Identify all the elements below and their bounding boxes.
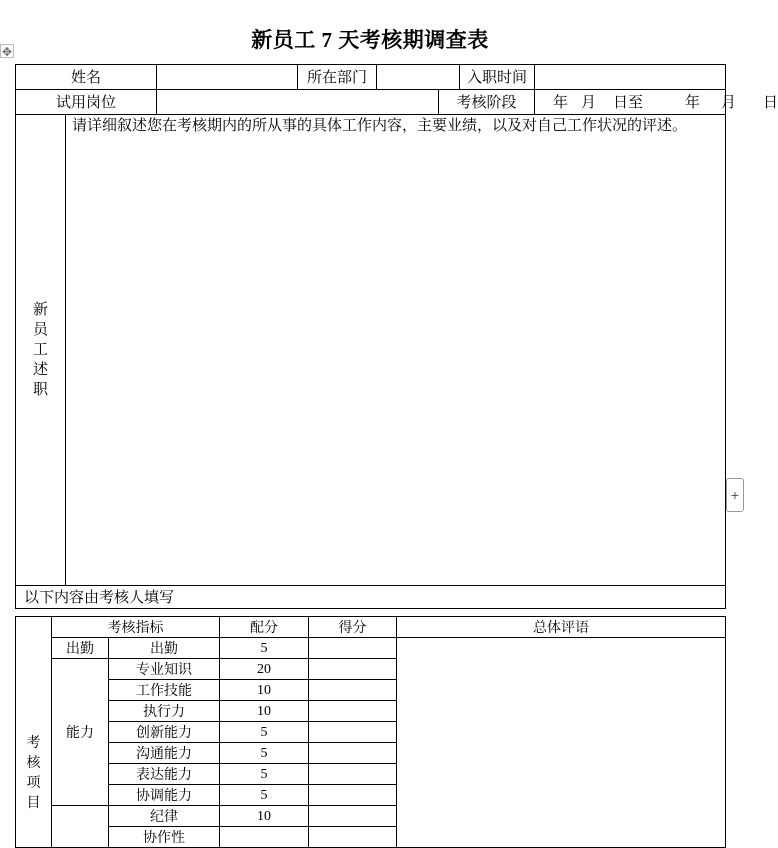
score-field[interactable] bbox=[309, 806, 397, 827]
group-attendance: 出勤 bbox=[52, 638, 109, 659]
item-weight: 20 bbox=[220, 659, 309, 680]
score-field[interactable] bbox=[309, 722, 397, 743]
item-name: 执行力 bbox=[109, 701, 220, 722]
item-name: 专业知识 bbox=[109, 659, 220, 680]
item-weight: 10 bbox=[220, 806, 309, 827]
score-field[interactable] bbox=[309, 743, 397, 764]
weight-header: 配分 bbox=[220, 617, 309, 638]
group-attitude bbox=[52, 806, 109, 848]
item-name: 工作技能 bbox=[109, 680, 220, 701]
self-statement-area[interactable] bbox=[66, 115, 726, 586]
name-label: 姓名 bbox=[16, 65, 157, 90]
item-weight bbox=[220, 827, 309, 848]
page-title: 新员工 7 天考核期调查表 bbox=[251, 28, 489, 52]
table-move-handle-icon[interactable]: ✥ bbox=[1, 45, 13, 59]
self-statement-side-label: 新 员 工 述 职 bbox=[16, 115, 66, 586]
item-name: 纪律 bbox=[109, 806, 220, 827]
item-name: 沟通能力 bbox=[109, 743, 220, 764]
overall-comment-field[interactable] bbox=[397, 638, 726, 848]
add-row-icon[interactable]: + bbox=[726, 478, 744, 512]
score-field[interactable] bbox=[309, 827, 397, 848]
item-name: 协调能力 bbox=[109, 785, 220, 806]
item-weight: 5 bbox=[220, 743, 309, 764]
assessment-stage-label: 考核阶段 bbox=[439, 90, 535, 115]
score-field[interactable] bbox=[309, 785, 397, 806]
item-name: 出勤 bbox=[109, 638, 220, 659]
assessment-stage-dates[interactable]: 年 月 日至 年 月 日 bbox=[535, 90, 726, 115]
join-date-label: 入职时间 bbox=[460, 65, 535, 90]
name-field[interactable] bbox=[157, 65, 298, 90]
department-label: 所在部门 bbox=[298, 65, 377, 90]
self-statement-prompt: 请详细叙述您在考核期内的所从事的具体工作内容，主要业绩，以及对自己工作状况的评述。 bbox=[72, 117, 688, 134]
item-weight: 5 bbox=[220, 785, 309, 806]
position-field[interactable] bbox=[157, 90, 439, 115]
score-field[interactable] bbox=[309, 638, 397, 659]
item-weight: 5 bbox=[220, 722, 309, 743]
score-field[interactable] bbox=[309, 659, 397, 680]
score-field[interactable] bbox=[309, 701, 397, 722]
comment-header: 总体评语 bbox=[397, 617, 726, 638]
join-date-field[interactable] bbox=[535, 65, 726, 90]
employee-info-table bbox=[15, 64, 778, 609]
reviewer-note: 以下内容由考核人填写 bbox=[16, 586, 726, 609]
assessment-table bbox=[15, 616, 726, 848]
item-name: 表达能力 bbox=[109, 764, 220, 785]
table-row bbox=[16, 638, 726, 659]
item-weight: 10 bbox=[220, 680, 309, 701]
position-label: 试用岗位 bbox=[16, 90, 157, 115]
item-weight: 5 bbox=[220, 638, 309, 659]
score-field[interactable] bbox=[309, 764, 397, 785]
indicator-header: 考核指标 bbox=[52, 617, 220, 638]
item-name: 协作性 bbox=[109, 827, 220, 848]
assessment-side-label: 考 核 项 目 bbox=[16, 617, 52, 848]
item-weight: 5 bbox=[220, 764, 309, 785]
score-header: 得分 bbox=[309, 617, 397, 638]
score-field[interactable] bbox=[309, 680, 397, 701]
item-name: 创新能力 bbox=[109, 722, 220, 743]
group-ability: 能力 bbox=[52, 659, 109, 806]
item-weight: 10 bbox=[220, 701, 309, 722]
department-field[interactable] bbox=[377, 65, 460, 90]
